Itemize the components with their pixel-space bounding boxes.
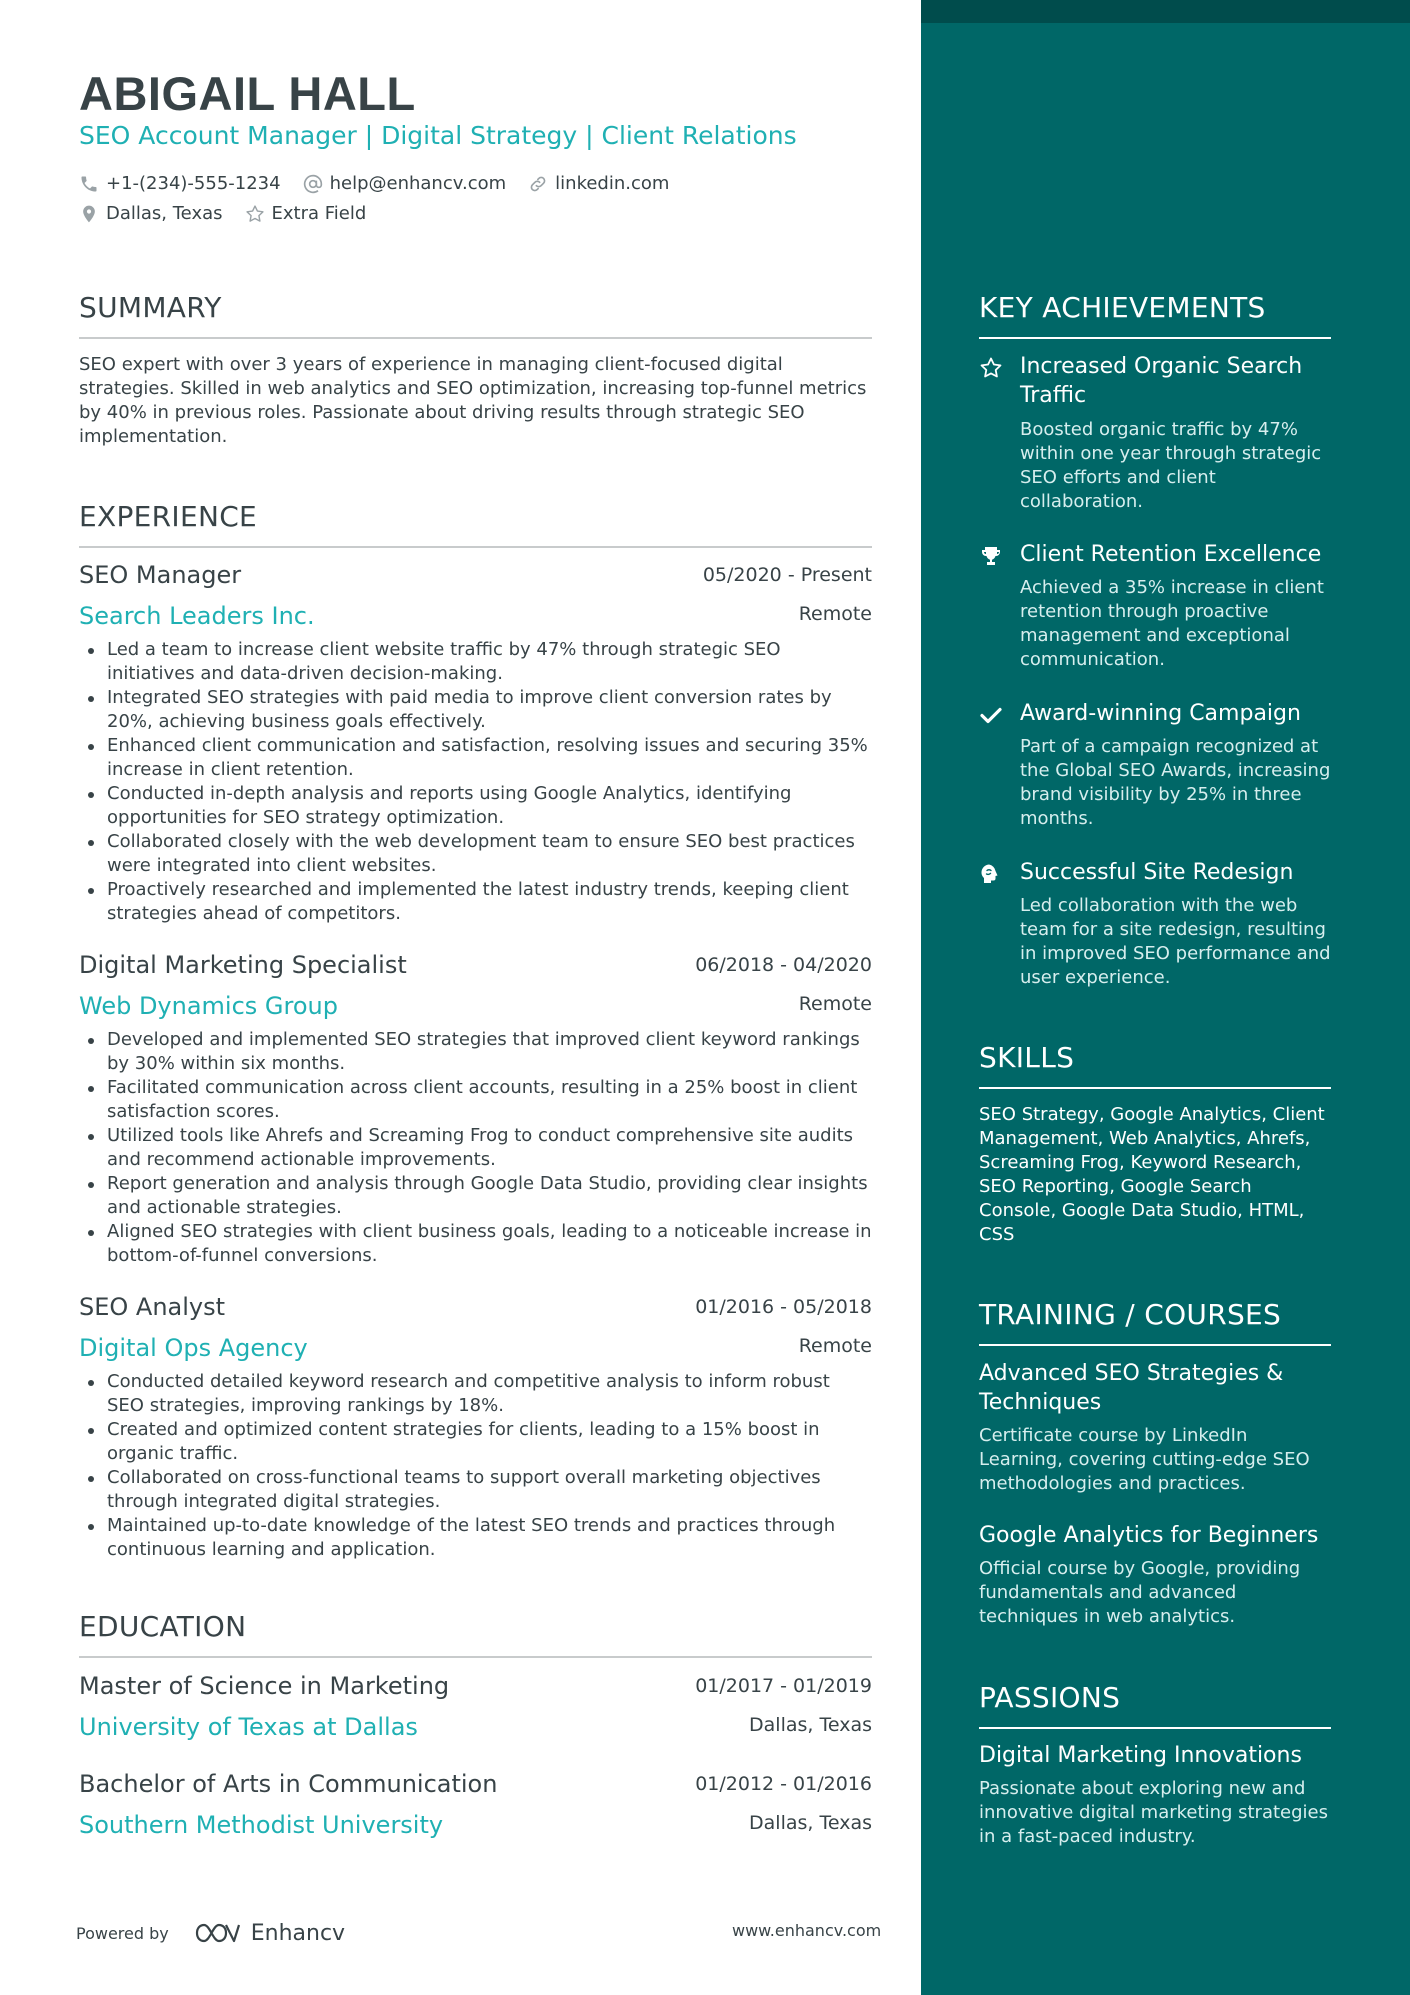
contact-phone [79,173,281,194]
degree-title: Master of Science in Marketing [79,1672,450,1700]
degree-dates: 01/2012 - 01/2016 [695,1773,872,1795]
candidate-name: ABIGAIL HALL [79,67,416,120]
list-item: Collaborated closely with the web development team to ensure SEO best practices were integrated into client websites. [79,830,872,878]
at-sign-icon [303,174,323,194]
list-item: Led a team to increase client website traffic by 47% through strategic SEO initiatives and data-driven decision-making. [79,638,872,686]
list-item: Aligned SEO strategies with client business goals, leading to a noticeable increase in bottom-of-funnel conversions. [79,1220,872,1268]
footer-branding [76,1920,345,1946]
achievement-title: Award-winning Campaign [1020,701,1301,726]
job-dates: 05/2020 - Present [702,564,872,586]
list-item: Conducted detailed keyword research and competitive analysis to inform robust SEO strategies, improving rankings by 18%. [79,1370,872,1418]
skills-heading: SKILLS [979,1041,1075,1074]
course-desc: Certificate course by LinkedIn Learning, covering cutting-edge SEO methodologies and practices. [979,1425,1310,1494]
job-company: Web Dynamics Group [79,992,338,1020]
achievement-title: Successful Site Redesign [1020,860,1294,885]
candidate-headline: SEO Account Manager | Digital Strategy | Client Relations [79,121,797,150]
list-item: Proactively researched and implemented the latest industry trends, keeping client strategies ahead of competitors. [79,878,872,926]
star-outline-icon [245,204,265,224]
achievement-title: Increased Organic Search Traffic [1020,354,1303,408]
trophy-icon [979,544,1003,568]
achievements-heading: KEY ACHIEVEMENTS [979,291,1266,324]
map-pin-icon [79,204,99,224]
job-title: Digital Marketing Specialist [79,951,407,979]
school-name: Southern Methodist University [79,1811,444,1839]
contact-row-2 [79,203,388,224]
sidebar [921,0,1410,1995]
phone-icon [79,174,99,194]
contact-website[interactable] [528,173,669,194]
job-bullets [79,1028,872,1268]
list-item: Utilized tools like Ahrefs and Screaming Frog to conduct comprehensive site audits and recommend actionable improvements. [79,1124,872,1172]
summary-divider [79,337,872,339]
list-item: Developed and implemented SEO strategies that improved client keyword rankings by 30% within six months. [79,1028,872,1076]
passions-heading: PASSIONS [979,1681,1121,1714]
school-location: Dallas, Texas [749,1714,872,1736]
job-bullets [79,638,872,926]
degree-title: Bachelor of Arts in Communication [79,1770,498,1798]
list-item: Maintained up-to-date knowledge of the latest SEO trends and practices through continuous learning and application. [79,1514,872,1562]
footer-url[interactable]: www.enhancv.com [732,1921,882,1940]
course-desc: Official course by Google, providing fundamentals and advanced techniques in web analytics. [979,1558,1301,1627]
training-heading: TRAINING / COURSES [979,1298,1282,1331]
summary-heading: SUMMARY [79,291,222,324]
course-title: Google Analytics for Beginners [979,1523,1319,1548]
checkmark-icon [979,703,1003,727]
list-item: Facilitated communication across client accounts, resulting in a 25% boost in client satisfaction scores. [79,1076,872,1124]
skills-text: SEO Strategy, Google Analytics, Client Management, Web Analytics, Ahrefs, Screaming Frog, Keyword Research, SEO Reporting, Google Search Console, Google Data Studio, HTML, CSS [979,1104,1325,1245]
job-location: Remote [798,603,872,625]
experience-divider [79,546,872,548]
school-name: University of Texas at Dallas [79,1713,418,1741]
job-company: Digital Ops Agency [79,1334,308,1362]
location-text: Dallas, Texas [106,203,223,224]
passion-desc: Passionate about exploring new and innovative digital marketing strategies in a fast-paced industry. [979,1778,1328,1847]
enhancv-logo-icon [193,1920,241,1946]
job-location: Remote [798,1335,872,1357]
training-divider [979,1344,1331,1346]
powered-by-text: Powered by [76,1923,169,1943]
skills-divider [979,1087,1331,1089]
achievement-title: Client Retention Excellence [1020,542,1322,567]
job-dates: 01/2016 - 05/2018 [695,1296,872,1318]
school-location: Dallas, Texas [749,1812,872,1834]
education-divider [79,1656,872,1658]
achievement-desc: Led collaboration with the web team for a site redesign, resulting in improved SEO performance and user experience. [1020,895,1331,988]
list-item: Report generation and analysis through Google Data Studio, providing clear insights and actionable strategies. [79,1172,872,1220]
experience-heading: EXPERIENCE [79,500,258,533]
job-dates: 06/2018 - 04/2020 [695,954,872,976]
list-item: Collaborated on cross-functional teams to support overall marketing objectives through integrated digital strategies. [79,1466,872,1514]
brain-icon [979,862,1003,886]
website-text: linkedin.com [555,173,670,194]
list-item: Integrated SEO strategies with paid media to improve client conversion rates by 20%, achieving business goals effectively. [79,686,872,734]
contact-email[interactable] [303,173,507,194]
job-location: Remote [798,993,872,1015]
degree-dates: 01/2017 - 01/2019 [695,1675,872,1697]
sidebar-top-band [921,0,1410,23]
achievement-desc: Achieved a 35% increase in client retention through proactive management and exceptional communication. [1020,577,1324,670]
achievement-desc: Part of a campaign recognized at the Global SEO Awards, increasing brand visibility by 25% in three months. [1020,736,1331,829]
brand-name: Enhancv [250,1920,346,1946]
list-item: Enhanced client communication and satisfaction, resolving issues and securing 35% increase in client retention. [79,734,872,782]
achievement-desc: Boosted organic traffic by 47% within one year through strategic SEO efforts and client collaboration. [1020,419,1322,512]
passion-title: Digital Marketing Innovations [979,1743,1302,1768]
extra-field-text: Extra Field [271,203,367,224]
course-title: Advanced SEO Strategies & Techniques [979,1361,1284,1415]
summary-text: SEO expert with over 3 years of experience in managing client-focused digital strategies. Skilled in web analytics and SEO optimization, increasing top-funnel metrics by 40% in previous roles. Passionate about driving results through strategic SEO implementation. [79,354,867,447]
contact-location [79,203,223,224]
job-title: SEO Analyst [79,1293,226,1321]
link-icon [528,174,548,194]
phone-text: +1-(234)-555-1234 [106,173,281,194]
job-title: SEO Manager [79,561,242,589]
contact-extra [245,203,367,224]
achievements-divider [979,337,1331,339]
contact-row [79,173,691,194]
star-icon [979,356,1003,380]
list-item: Created and optimized content strategies for clients, leading to a 15% boost in organic traffic. [79,1418,872,1466]
job-company: Search Leaders Inc. [79,602,315,630]
job-bullets [79,1370,872,1562]
brand-logo[interactable] [193,1920,345,1946]
list-item: Conducted in-depth analysis and reports using Google Analytics, identifying opportunities for SEO strategy optimization. [79,782,872,830]
passions-divider [979,1727,1331,1729]
email-text: help@enhancv.com [329,173,507,194]
education-heading: EDUCATION [79,1610,247,1643]
